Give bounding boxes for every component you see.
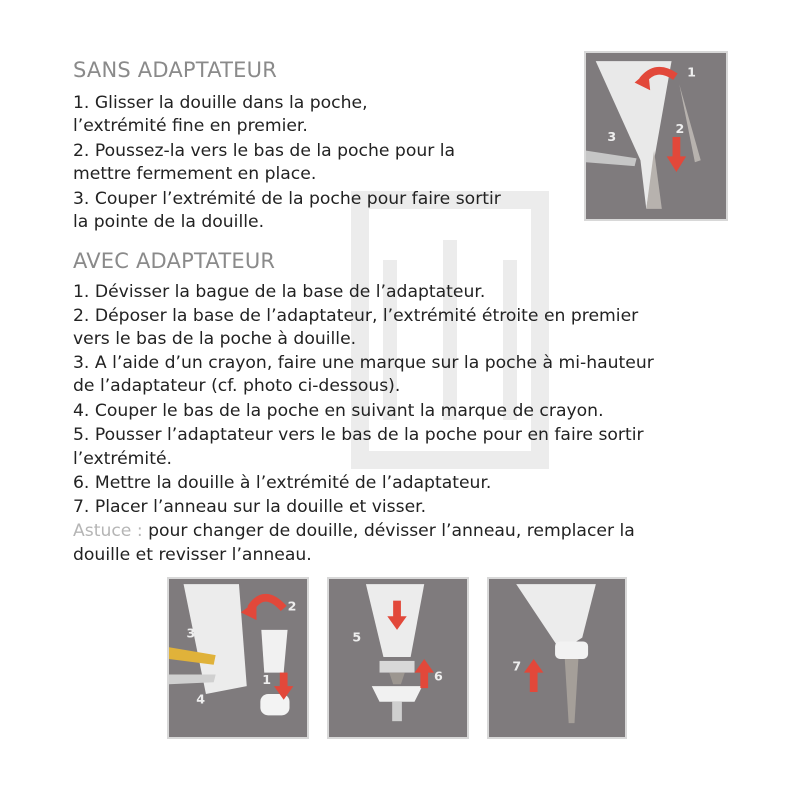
photo-label: 7 <box>512 658 522 674</box>
avec-step-line: 2. Déposer la base de l’adaptateur, l’extrémité étroite en premier <box>73 306 639 326</box>
avec-step-line: de l’adaptateur (cf. photo ci-dessous). <box>73 376 401 396</box>
photo-label: 2 <box>287 598 297 614</box>
photo-adaptateur-steps-1-4 <box>167 577 309 739</box>
photo-label: 1 <box>262 672 272 688</box>
tip-line <box>73 520 635 543</box>
avec-step-line: 6. Mettre la douille à l’extrémité de l’adaptateur. <box>73 473 492 493</box>
sans-step-line: l’extrémité fine en premier. <box>73 116 308 136</box>
avec-step-line: 7. Placer l’anneau sur la douille et visser. <box>73 497 427 517</box>
sans-step-line: 1. Glisser la douille dans la poche, <box>73 93 368 113</box>
photo-label: 3 <box>186 625 196 641</box>
avec-step-line: 3. A l’aide d’un crayon, faire une marque sur la poche à mi-hauteur <box>73 353 654 373</box>
avec-step-line: vers le bas de la poche à douille. <box>73 329 357 349</box>
photo-label: 1 <box>687 64 696 80</box>
piping-bag-illustration <box>586 53 726 219</box>
adapter-illustration <box>169 579 307 737</box>
photo-adaptateur-steps-5-6 <box>327 577 469 739</box>
photo-sans-adaptateur <box>584 51 728 221</box>
avec-step-line: l’extrémité. <box>73 449 172 469</box>
tip-line-2: douille et revisser l’anneau. <box>73 545 312 565</box>
sans-step-line: la pointe de la douille. <box>73 212 265 232</box>
adapter-illustration <box>489 579 625 737</box>
adapter-illustration <box>329 579 467 737</box>
photo-label: 2 <box>675 121 685 137</box>
photo-label: 6 <box>433 668 443 684</box>
photo-adaptateur-step-7 <box>487 577 627 739</box>
section-title-sans-adaptateur: SANS ADAPTATEUR <box>73 58 277 82</box>
tip-label: Astuce : <box>73 521 143 541</box>
sans-step-line: mettre fermement en place. <box>73 164 317 184</box>
photo-label: 3 <box>607 128 617 144</box>
section-title-avec-adaptateur: AVEC ADAPTATEUR <box>73 249 276 273</box>
avec-step-line: 1. Dévisser la bague de la base de l’adaptateur. <box>73 282 486 302</box>
avec-step-line: 4. Couper le bas de la poche en suivant la marque de crayon. <box>73 401 604 421</box>
sans-step-line: 2. Poussez-la vers le bas de la poche pour la <box>73 141 456 161</box>
tip-text: pour changer de douille, dévisser l’anneau, remplacer la <box>142 521 635 541</box>
photo-label: 4 <box>196 691 206 707</box>
avec-step-line: 5. Pousser l’adaptateur vers le bas de la poche pour en faire sortir <box>73 425 644 445</box>
photo-label: 5 <box>352 629 362 645</box>
sans-step-line: 3. Couper l’extrémité de la poche pour faire sortir <box>73 189 501 209</box>
